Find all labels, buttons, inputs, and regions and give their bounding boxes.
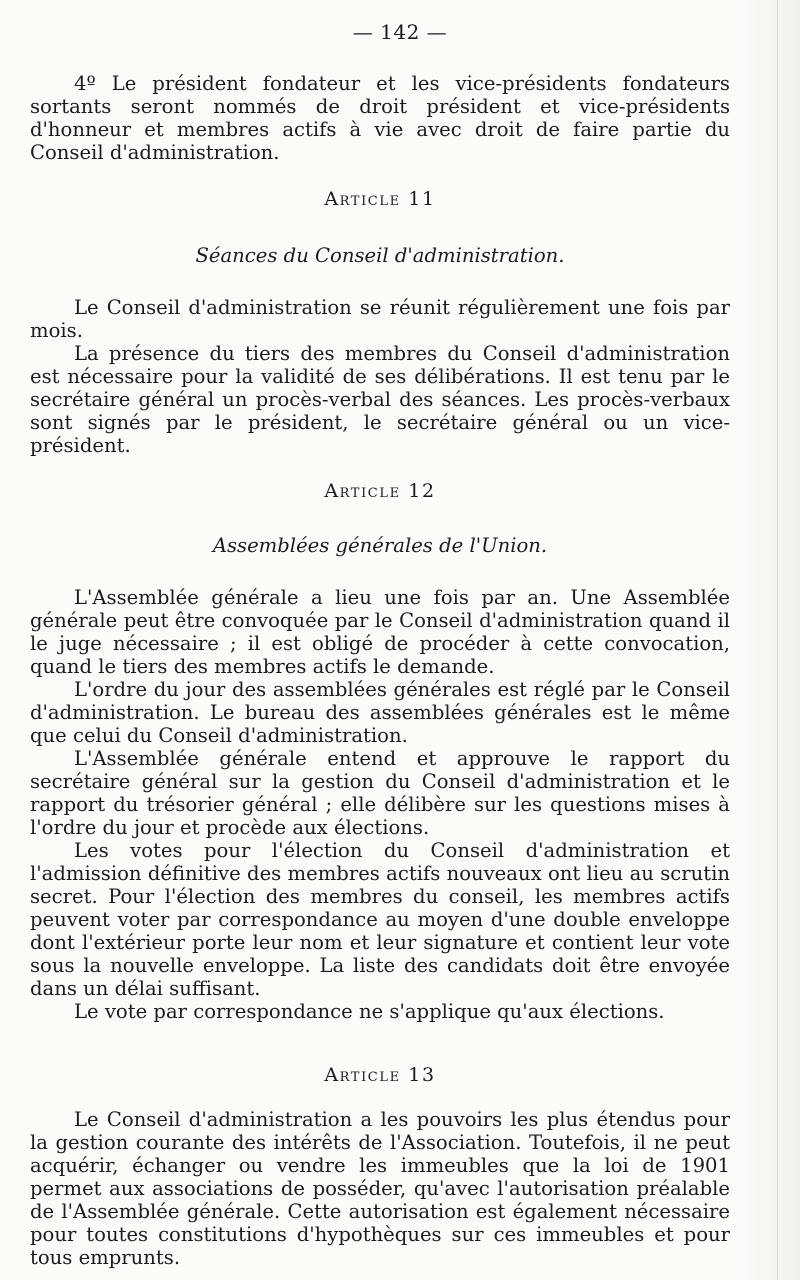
article-12-paragraph-3: L'Assemblée générale entend et approuve le rapport du secrétaire général sur la gestion du Conseil d'administration et le rapport du trésorier général ; elle délibère sur les questions mises à l'ordre du jour et procède aux élections. — [30, 747, 730, 839]
article-12-paragraph-4: Les votes pour l'élection du Conseil d'administration et l'admission définitive des membres actifs nouveaux ont lieu au scrutin secret. Pour l'élection des membres du conseil, les membres actifs peuvent voter par correspondance au moyen d'une double enveloppe dont l'extérieur porte leur nom et leur signature et contient leur vote sous la nouvelle enveloppe. La liste des candidats doit être envoyée dans un délai suffisant. — [30, 839, 730, 1000]
intro-section — [30, 72, 730, 164]
article-11-title: Séances du Conseil d'administration. — [195, 244, 565, 267]
article-12-paragraph-1: L'Assemblée générale a lieu une fois par an. Une Assemblée générale peut être convoquée par le Conseil d'administration quand il le juge nécessaire ; il est obligé de procéder à cette convocation, quand le tiers des membres actifs le demande. — [30, 586, 730, 678]
article-11-paragraph-2: La présence du tiers des membres du Conseil d'administration est nécessaire pour la validité de ses délibérations. Il est tenu par le secrétaire général un procès-verbal des séances. Les procès-verbaux sont signés par le président, le secrétaire général ou un vice-président. — [30, 342, 730, 457]
page-edge-shadow — [777, 0, 778, 1280]
article-13-heading: Article 13 — [324, 1064, 436, 1086]
article-12-body — [30, 586, 730, 1023]
article-13-body — [30, 1108, 730, 1269]
page-number: — 142 — — [352, 20, 448, 44]
article-13-paragraph-1: Le Conseil d'administration a les pouvoirs les plus étendus pour la gestion courante des intérêts de l'Association. Toutefois, il ne peut acquérir, échanger ou vendre les immeubles que la loi de 1901 permet aux associations de posséder, qu'avec l'autorisation préalable de l'Assemblée générale. Cette autorisation est également nécessaire pour toutes constitutions d'hypothèques sur ces immeubles et pour tous emprunts. — [30, 1108, 730, 1269]
article-12-paragraph-5: Le vote par correspondance ne s'applique qu'aux élections. — [74, 1000, 665, 1023]
article-11-paragraph-1: Le Conseil d'administration se réunit régulièrement une fois par mois. — [30, 296, 730, 342]
article-11-heading: Article 11 — [324, 188, 436, 210]
article-12-heading: Article 12 — [324, 480, 436, 502]
article-12-title: Assemblées générales de l'Union. — [212, 534, 548, 557]
intro-paragraph: 4º Le président fondateur et les vice-présidents fondateurs sortants seront nommés de droit président et vice-présidents d'honneur et membres actifs à vie avec droit de faire partie du Conseil d'administration. — [30, 72, 730, 164]
article-11-body — [30, 296, 730, 457]
article-12-paragraph-2: L'ordre du jour des assemblées générales est réglé par le Conseil d'administration. Le bureau des assemblées générales est le même que celui du Conseil d'administration. — [30, 678, 730, 747]
